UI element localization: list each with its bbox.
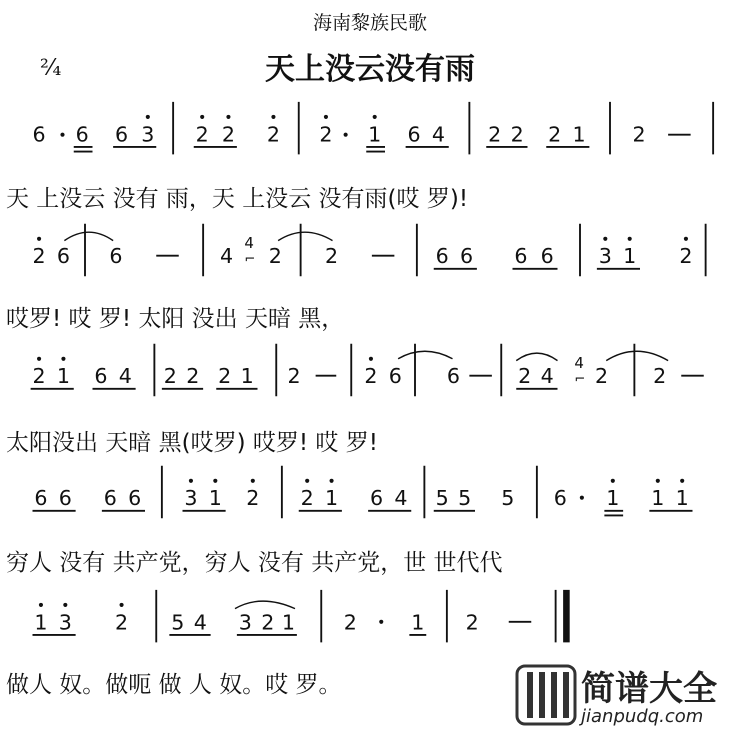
svg-text:1: 1 — [675, 486, 689, 511]
svg-text:1: 1 — [411, 610, 425, 635]
svg-text:2: 2 — [186, 364, 200, 389]
svg-text:1: 1 — [572, 122, 586, 147]
svg-text:6: 6 — [34, 486, 48, 511]
svg-text:2: 2 — [266, 122, 280, 147]
svg-text:5: 5 — [501, 486, 515, 511]
svg-text:5: 5 — [171, 610, 185, 635]
notation-row-2 — [0, 220, 740, 280]
svg-text:2: 2 — [195, 122, 209, 147]
svg-text:6: 6 — [75, 122, 89, 147]
score-system-3 — [0, 340, 740, 460]
piano-keys-icon — [515, 664, 737, 728]
svg-text:4: 4 — [118, 364, 132, 389]
lyrics-line-5: 做人 奴。做呃 做 人 奴。哎 罗。 — [6, 672, 342, 698]
logo-name: 简谱大全 — [581, 669, 717, 709]
svg-text:6: 6 — [514, 244, 528, 269]
svg-text:1: 1 — [208, 486, 222, 511]
time-signature: ²⁄₄ — [40, 56, 62, 81]
notation-row-5 — [0, 588, 740, 648]
svg-text:4: 4 — [193, 610, 207, 635]
svg-text:3: 3 — [141, 122, 155, 147]
svg-text:3: 3 — [58, 610, 72, 635]
svg-text:6: 6 — [58, 486, 72, 511]
logo-url: jianpudq.com — [581, 706, 704, 727]
svg-text:6: 6 — [370, 486, 384, 511]
svg-text:2: 2 — [653, 364, 667, 389]
svg-text:⌐: ⌐ — [244, 252, 256, 268]
svg-text:5: 5 — [458, 486, 472, 511]
svg-text:2: 2 — [268, 244, 282, 269]
svg-text:1: 1 — [368, 122, 382, 147]
svg-text:6: 6 — [103, 486, 117, 511]
svg-text:6: 6 — [128, 486, 142, 511]
svg-text:2: 2 — [246, 486, 260, 511]
svg-text:2: 2 — [300, 486, 314, 511]
svg-text:1: 1 — [240, 364, 254, 389]
svg-text:1: 1 — [623, 244, 637, 269]
notation-row-4 — [0, 462, 740, 522]
svg-text:2: 2 — [287, 364, 301, 389]
svg-text:2: 2 — [595, 364, 609, 389]
song-subtitle: 海南黎族民歌 — [312, 12, 427, 34]
svg-text:6: 6 — [460, 244, 474, 269]
svg-text:2: 2 — [325, 244, 339, 269]
svg-text:6: 6 — [56, 244, 70, 269]
svg-text:6: 6 — [553, 486, 567, 511]
svg-text:2: 2 — [319, 122, 333, 147]
svg-text:6: 6 — [109, 244, 123, 269]
svg-text:6: 6 — [407, 122, 421, 147]
svg-text:2: 2 — [218, 364, 232, 389]
svg-text:5: 5 — [435, 486, 449, 511]
svg-text:2: 2 — [465, 610, 479, 635]
svg-text:2: 2 — [32, 364, 46, 389]
lyrics-line-1: 天 上没云 没有 雨，天 上没云 没有雨(哎 罗)! — [6, 186, 469, 212]
svg-text:2: 2 — [221, 122, 236, 147]
svg-text:1: 1 — [281, 610, 295, 635]
svg-text:2: 2 — [632, 122, 646, 147]
svg-text:1: 1 — [651, 486, 665, 511]
svg-text:6: 6 — [388, 364, 402, 389]
svg-text:6: 6 — [115, 122, 129, 147]
lyrics-line-3: 太阳没出 天暗 黑(哎罗) 哎罗! 哎 罗! — [6, 430, 378, 456]
svg-text:4: 4 — [220, 244, 234, 269]
notation-row-3 — [0, 340, 740, 400]
lyrics-line-4: 穷人 没有 共产党，穷人 没有 共产党，世 世代代 — [6, 550, 503, 576]
svg-text:2: 2 — [510, 122, 524, 147]
svg-text:4: 4 — [540, 364, 554, 389]
svg-text:2: 2 — [163, 364, 177, 389]
lyrics-line-2: 哎罗! 哎 罗! 太阳 没出 天暗 黑， — [6, 306, 345, 332]
svg-text:4: 4 — [431, 122, 446, 147]
svg-text:4: 4 — [574, 354, 584, 373]
svg-text:3: 3 — [598, 244, 612, 269]
svg-text:1: 1 — [56, 364, 70, 389]
svg-text:6: 6 — [32, 122, 46, 147]
svg-text:3: 3 — [238, 610, 252, 635]
svg-text:4: 4 — [394, 486, 408, 511]
score-system-4 — [0, 462, 740, 582]
svg-text:6: 6 — [446, 364, 461, 389]
song-title: 天上没云没有雨 — [265, 52, 475, 87]
svg-text:1: 1 — [606, 486, 620, 511]
svg-text:1: 1 — [325, 486, 339, 511]
svg-text:2: 2 — [343, 610, 357, 635]
svg-text:2: 2 — [115, 610, 129, 635]
svg-text:2: 2 — [518, 364, 532, 389]
svg-text:6: 6 — [94, 364, 108, 389]
svg-text:3: 3 — [184, 486, 198, 511]
notation-row-1 — [0, 100, 740, 160]
svg-text:2: 2 — [32, 244, 46, 269]
svg-text:6: 6 — [540, 244, 554, 269]
svg-text:2: 2 — [261, 610, 275, 635]
score-system-1 — [0, 100, 740, 220]
svg-text:2: 2 — [679, 244, 693, 269]
svg-text:2: 2 — [548, 122, 562, 147]
svg-text:2: 2 — [364, 364, 378, 389]
svg-text:6: 6 — [435, 244, 449, 269]
svg-text:1: 1 — [34, 610, 48, 635]
svg-text:4: 4 — [244, 234, 254, 253]
site-logo — [515, 664, 737, 728]
svg-text:⌐: ⌐ — [574, 372, 586, 388]
score-system-2 — [0, 220, 740, 340]
svg-text:2: 2 — [488, 122, 502, 147]
